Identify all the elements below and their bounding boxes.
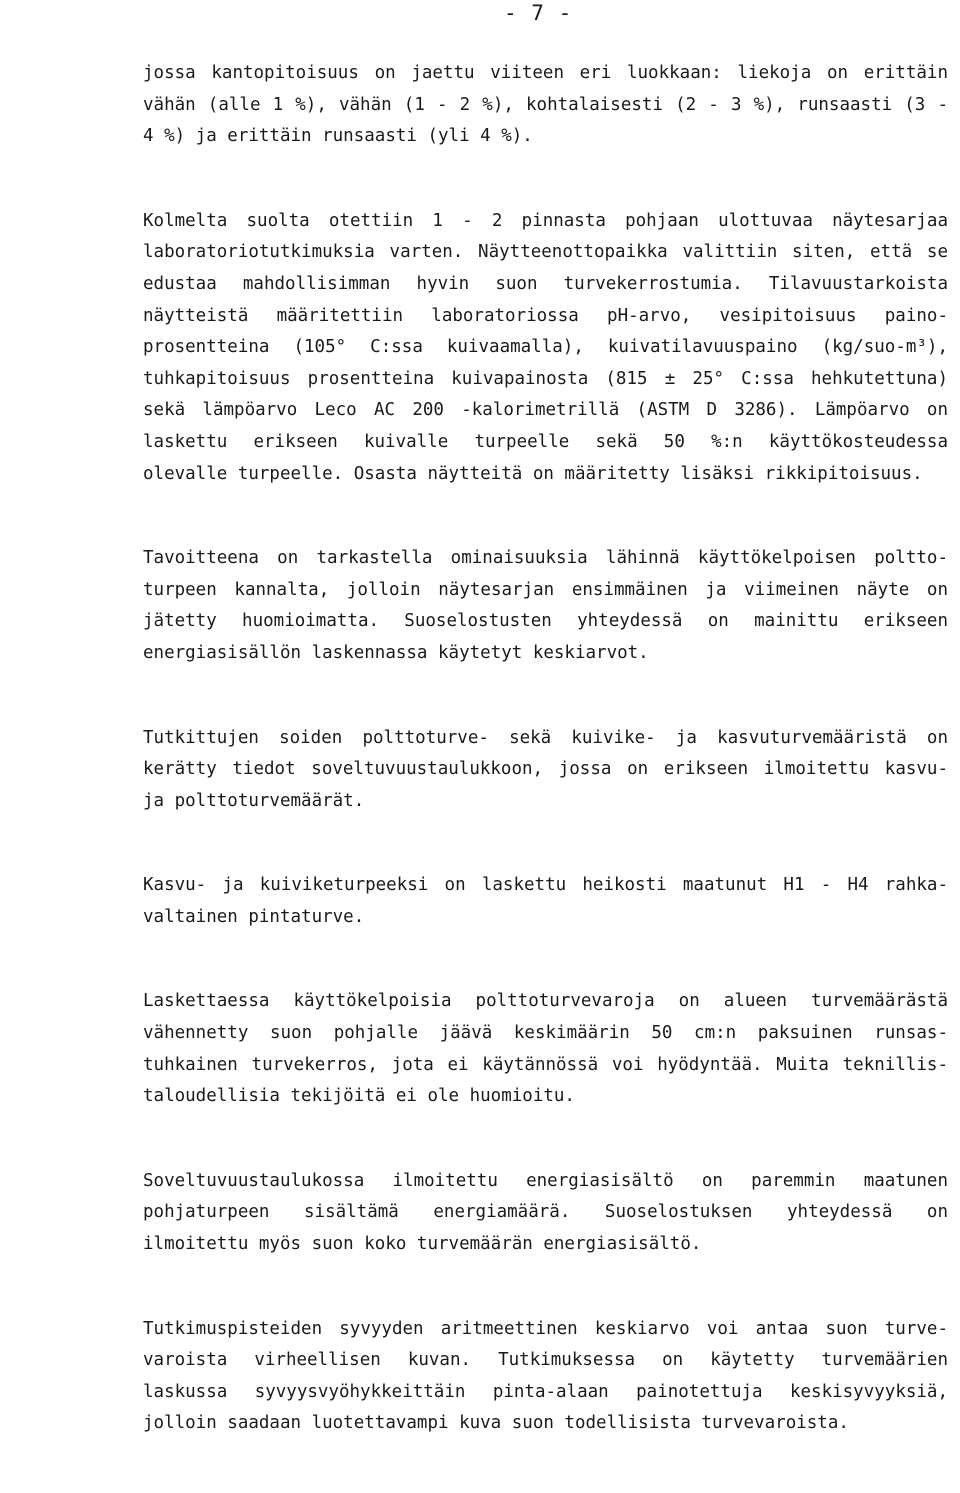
text-line: Tavoitteena on tarkastella ominaisuuksia lähinnä käyttökelpoisen poltto- bbox=[143, 548, 948, 569]
paragraph bbox=[143, 1166, 948, 1261]
text-line: laskettu erikseen kuivalle turpeelle sekä 50 %:n käyttökosteudessa bbox=[143, 431, 948, 452]
text-line: kerätty tiedot soveltuvuustaulukkoon, jossa on erikseen ilmoitettu kasvu- bbox=[143, 759, 948, 780]
paragraph bbox=[143, 58, 948, 153]
paragraph bbox=[143, 723, 948, 818]
text-line: energiasisällön laskennassa käytetyt keskiarvot. bbox=[143, 642, 649, 663]
paragraph bbox=[143, 986, 948, 1112]
text-line: Kolmelta suolta otettiin 1 - 2 pinnasta pohjaan ulottuvaa näytesarjaa bbox=[143, 210, 948, 231]
document-body bbox=[143, 58, 948, 1493]
paragraph bbox=[143, 1314, 948, 1440]
text-line: taloudellisia tekijöitä ei ole huomioitu. bbox=[143, 1086, 575, 1107]
text-line: ja polttoturvemäärät. bbox=[143, 790, 365, 811]
text-line: jossa kantopitoisuus on jaettu viiteen eri luokkaan: liekoja on erittäin bbox=[143, 63, 948, 83]
text-line: 4 %) ja erittäin runsaasti (yli 4 %). bbox=[143, 126, 533, 147]
paragraph bbox=[143, 206, 948, 490]
text-line: turpeen kannalta, jolloin näytesarjan ensimmäinen ja viimeinen näyte on bbox=[143, 579, 948, 600]
paragraph bbox=[143, 543, 948, 669]
text-line: valtainen pintaturve. bbox=[143, 906, 365, 927]
text-line: Kasvu- ja kuiviketurpeeksi on laskettu heikosti maatunut H1 - H4 rahka- bbox=[143, 875, 948, 896]
text-line: Soveltuvuustaulukossa ilmoitettu energiasisältö on paremmin maatunen bbox=[143, 1170, 948, 1191]
text-line: näytteistä määritettiin laboratoriossa pH-arvo, vesipitoisuus paino- bbox=[143, 305, 948, 326]
text-line: laskussa syvyysvyöhykkeittäin pinta-alaan painotettuja keskisyvyyksiä, bbox=[143, 1381, 948, 1402]
text-line: jolloin saadaan luotettavampi kuva suon todellisista turvevaroista. bbox=[143, 1413, 849, 1434]
text-line: Laskettaessa käyttökelpoisia polttoturvevaroja on alueen turvemäärästä bbox=[143, 991, 948, 1012]
text-line: ilmoitettu myös suon koko turvemäärän energiasisältö. bbox=[143, 1234, 702, 1255]
text-line: vähän (alle 1 %), vähän (1 - 2 %), kohtalaisesti (2 - 3 %), runsaasti (3 - bbox=[143, 94, 948, 115]
paragraph bbox=[143, 870, 948, 933]
text-line: pohjaturpeen sisältämä energiamäärä. Suoselostuksen yhteydessä on bbox=[143, 1202, 948, 1223]
text-line: tuhkainen turvekerros, jota ei käytännössä voi hyödyntää. Muita teknillis- bbox=[143, 1054, 948, 1075]
text-line: tuhkapitoisuus prosentteina kuivapainosta (815 ± 25° C:ssa hehkutettuna) bbox=[143, 368, 948, 389]
text-line: edustaa mahdollisimman hyvin suon turvekerrostumia. Tilavuustarkoista bbox=[143, 273, 948, 294]
text-line: sekä lämpöarvo Leco AC 200 -kalorimetrillä (ASTM D 3286). Lämpöarvo on bbox=[143, 400, 948, 421]
text-line: vähennetty suon pohjalle jäävä keskimäärin 50 cm:n paksuinen runsas- bbox=[143, 1023, 948, 1044]
text-line: olevalle turpeelle. Osasta näytteitä on määritetty lisäksi rikkipitoisuus. bbox=[143, 463, 923, 484]
text-line: Tutkimuspisteiden syvyyden aritmeettinen keskiarvo voi antaa suon turve- bbox=[143, 1318, 948, 1339]
page-number: - 7 - bbox=[504, 1, 573, 25]
text-line: varoista virheellisen kuvan. Tutkimuksessa on käytetty turvemäärien bbox=[143, 1350, 948, 1371]
text-line: prosentteina (105° C:ssa kuivaamalla), kuivatilavuuspaino (kg/suo-m³), bbox=[143, 337, 948, 358]
text-line: jätetty huomioimatta. Suoselostusten yhteydessä on mainittu erikseen bbox=[143, 611, 948, 632]
text-line: Tutkittujen soiden polttoturve- sekä kuivike- ja kasvuturvemääristä on bbox=[143, 727, 948, 748]
text-line: laboratoriotutkimuksia varten. Näytteenottopaikka valittiin siten, että se bbox=[143, 242, 948, 263]
